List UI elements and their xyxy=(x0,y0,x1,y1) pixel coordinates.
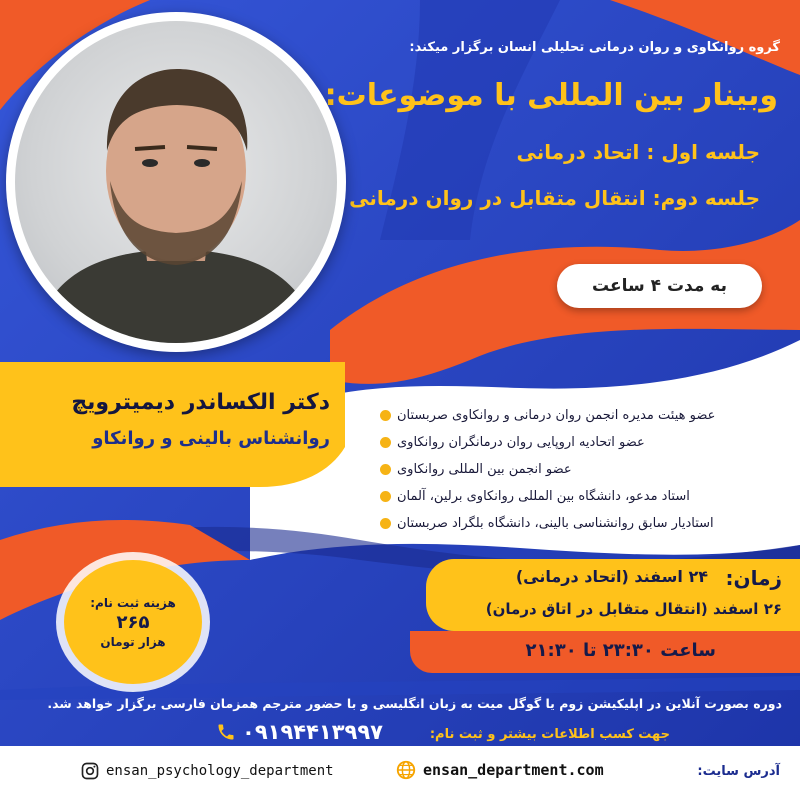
website-label: آدرس سایت: xyxy=(697,764,780,779)
fee-amount: ۲۶۵ xyxy=(116,611,150,633)
webinar-title: وبینار بین المللی با موضوعات: xyxy=(324,78,778,113)
speaker-name-box xyxy=(0,362,345,487)
contact-label: جهت کسب اطلاعات بیشتر و ثبت نام: xyxy=(429,727,670,742)
fee-unit: هزار تومان xyxy=(100,634,166,649)
speaker-portrait-icon xyxy=(15,21,337,343)
credential-item: عضو اتحادیه اروپایی روان درمانگران روانکاوی xyxy=(380,429,790,456)
instagram-link[interactable] xyxy=(80,761,334,781)
speaker-name: دکتر الکساندر دیمیترویچ xyxy=(71,390,330,415)
speaker-role: روانشناس بالینی و روانکاو xyxy=(92,428,330,449)
session-one: جلسه اول : اتحاد درمانی xyxy=(516,140,760,164)
registration-fee-badge xyxy=(64,560,202,684)
fee-label: هزینه ثبت نام: xyxy=(90,595,176,610)
credential-item: استادیار سابق روانشناسی بالینی، دانشگاه بلگراد صربستان xyxy=(380,510,790,537)
bullet-icon xyxy=(380,464,391,475)
schedule-line-one: ۲۴ اسفند (اتحاد درمانی) xyxy=(515,567,708,586)
schedule-line-two: ۲۶ اسفند (انتقال متقابل در اتاق درمان) xyxy=(485,600,782,618)
credential-item: عضو هیئت مدیره انجمن روان درمانی و روانکاوی صربستان xyxy=(380,402,790,429)
website-url[interactable]: ensan_department.com xyxy=(423,761,604,779)
phone-icon xyxy=(216,722,236,742)
bullet-icon xyxy=(380,437,391,448)
session-hours: ساعت ۲۳:۳۰ تا ۲۱:۳۰ xyxy=(525,640,716,661)
credential-item: عضو انجمن بین المللی روانکاوی xyxy=(380,456,790,483)
bullet-icon xyxy=(380,518,391,529)
session-two: جلسه دوم: انتقال متقابل در روان درمانی xyxy=(349,186,760,210)
course-description: دوره بصورت آنلاین در اپلیکیشن زوم یا گوگل میت به زبان انگلیسی و با حضور مترجم همزمان فارسی برگزار خواهد شد. xyxy=(47,696,782,711)
phone-contact[interactable] xyxy=(216,720,383,744)
credential-item: استاد مدعو، دانشگاه بین المللی روانکاوی برلین، آلمان xyxy=(380,483,790,510)
bullet-icon xyxy=(380,410,391,421)
speaker-photo xyxy=(6,12,346,352)
organizer-line: گروه روانکاوی و روان درمانی تحلیلی انسان برگزار میکند: xyxy=(409,40,780,55)
instagram-handle[interactable]: ensan_psychology_department xyxy=(106,763,334,779)
credentials-list xyxy=(380,402,790,537)
website-link[interactable] xyxy=(395,759,604,781)
duration-pill: به مدت ۴ ساعت xyxy=(557,264,762,308)
phone-number[interactable]: ۰۹۱۹۴۴۱۳۹۹۷ xyxy=(242,720,383,744)
bullet-icon xyxy=(380,491,391,502)
instagram-icon xyxy=(80,761,100,781)
globe-icon xyxy=(395,759,417,781)
schedule-label: زمان: xyxy=(725,566,782,590)
